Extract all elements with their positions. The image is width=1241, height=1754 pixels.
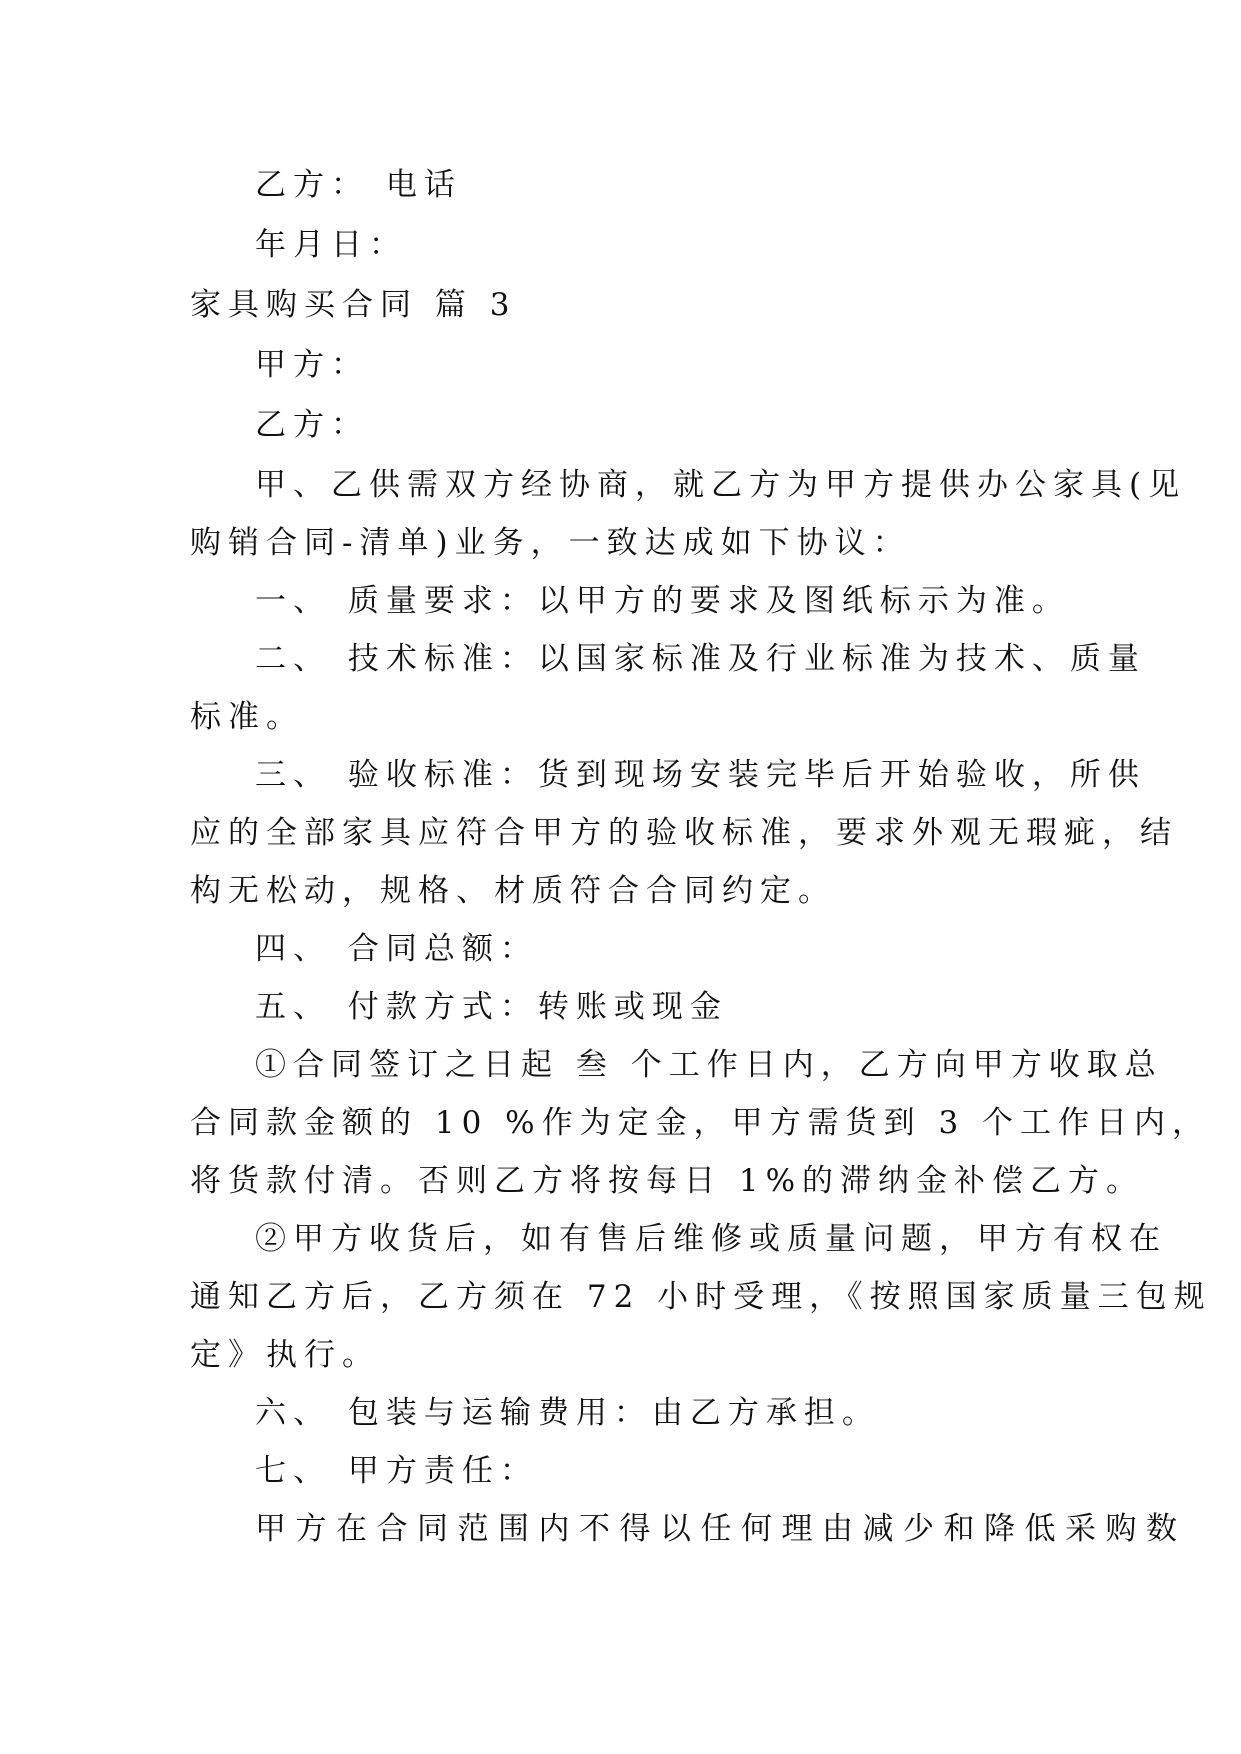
clause-1-line: 一、 质量要求：以甲方的要求及图纸标示为准。	[255, 583, 1070, 619]
clause-3-line-1: 三、 验收标准：货到现场安装完毕后开始验收，所供	[255, 757, 1146, 793]
payment-item-1-line-3: 将货款付清。否则乙方将按每日 1%的滞纳金补偿乙方。	[190, 1163, 1145, 1199]
clause-2-line-2: 标准。	[190, 699, 304, 735]
payment-item-1-line-2: 合同款金额的 10 %作为定金，甲方需货到 3 个工作日内，	[190, 1105, 1211, 1141]
clause-7-body-line: 甲方在合同范围内不得以任何理由减少和降低采购数	[255, 1511, 1187, 1547]
clause-3-line-3: 构无松动，规格、材质符合合同约定。	[190, 873, 836, 909]
payment-item-2-line-3: 定》执行。	[190, 1337, 380, 1373]
clause-6-line: 六、 包装与运输费用：由乙方承担。	[255, 1395, 880, 1431]
payment-item-1-line-1: ①合同签订之日起 叁 个工作日内，乙方向甲方收取总	[255, 1047, 1163, 1083]
party-b-line: 乙方：	[255, 407, 369, 443]
clause-7-line: 七、 甲方责任：	[255, 1453, 538, 1489]
clause-2-line-1: 二、 技术标准：以国家标准及行业标准为技术、质量	[255, 641, 1146, 677]
date-line: 年月日：	[255, 227, 407, 263]
payment-item-2-line-1: ②甲方收货后，如有售后维修或质量问题，甲方有权在	[255, 1221, 1167, 1257]
payment-item-2-line-2: 通知乙方后，乙方须在 72 小时受理，《按照国家质量三包规	[190, 1279, 1212, 1315]
intro-paragraph-line-2: 购销合同-清单)业务，一致达成如下协议：	[190, 525, 911, 561]
clause-4-line: 四、 合同总额：	[255, 931, 538, 967]
clause-5-line: 五、 付款方式：转账或现金	[255, 989, 728, 1025]
clause-3-line-2: 应的全部家具应符合甲方的验收标准，要求外观无瑕疵，结	[190, 815, 1178, 851]
section-title: 家具购买合同 篇 3	[190, 287, 517, 323]
party-a-line: 甲方：	[255, 347, 369, 383]
party-b-phone-line: 乙方： 电话	[255, 167, 462, 203]
intro-paragraph-line-1: 甲、乙供需双方经协商，就乙方为甲方提供办公家具(见	[255, 467, 1187, 503]
